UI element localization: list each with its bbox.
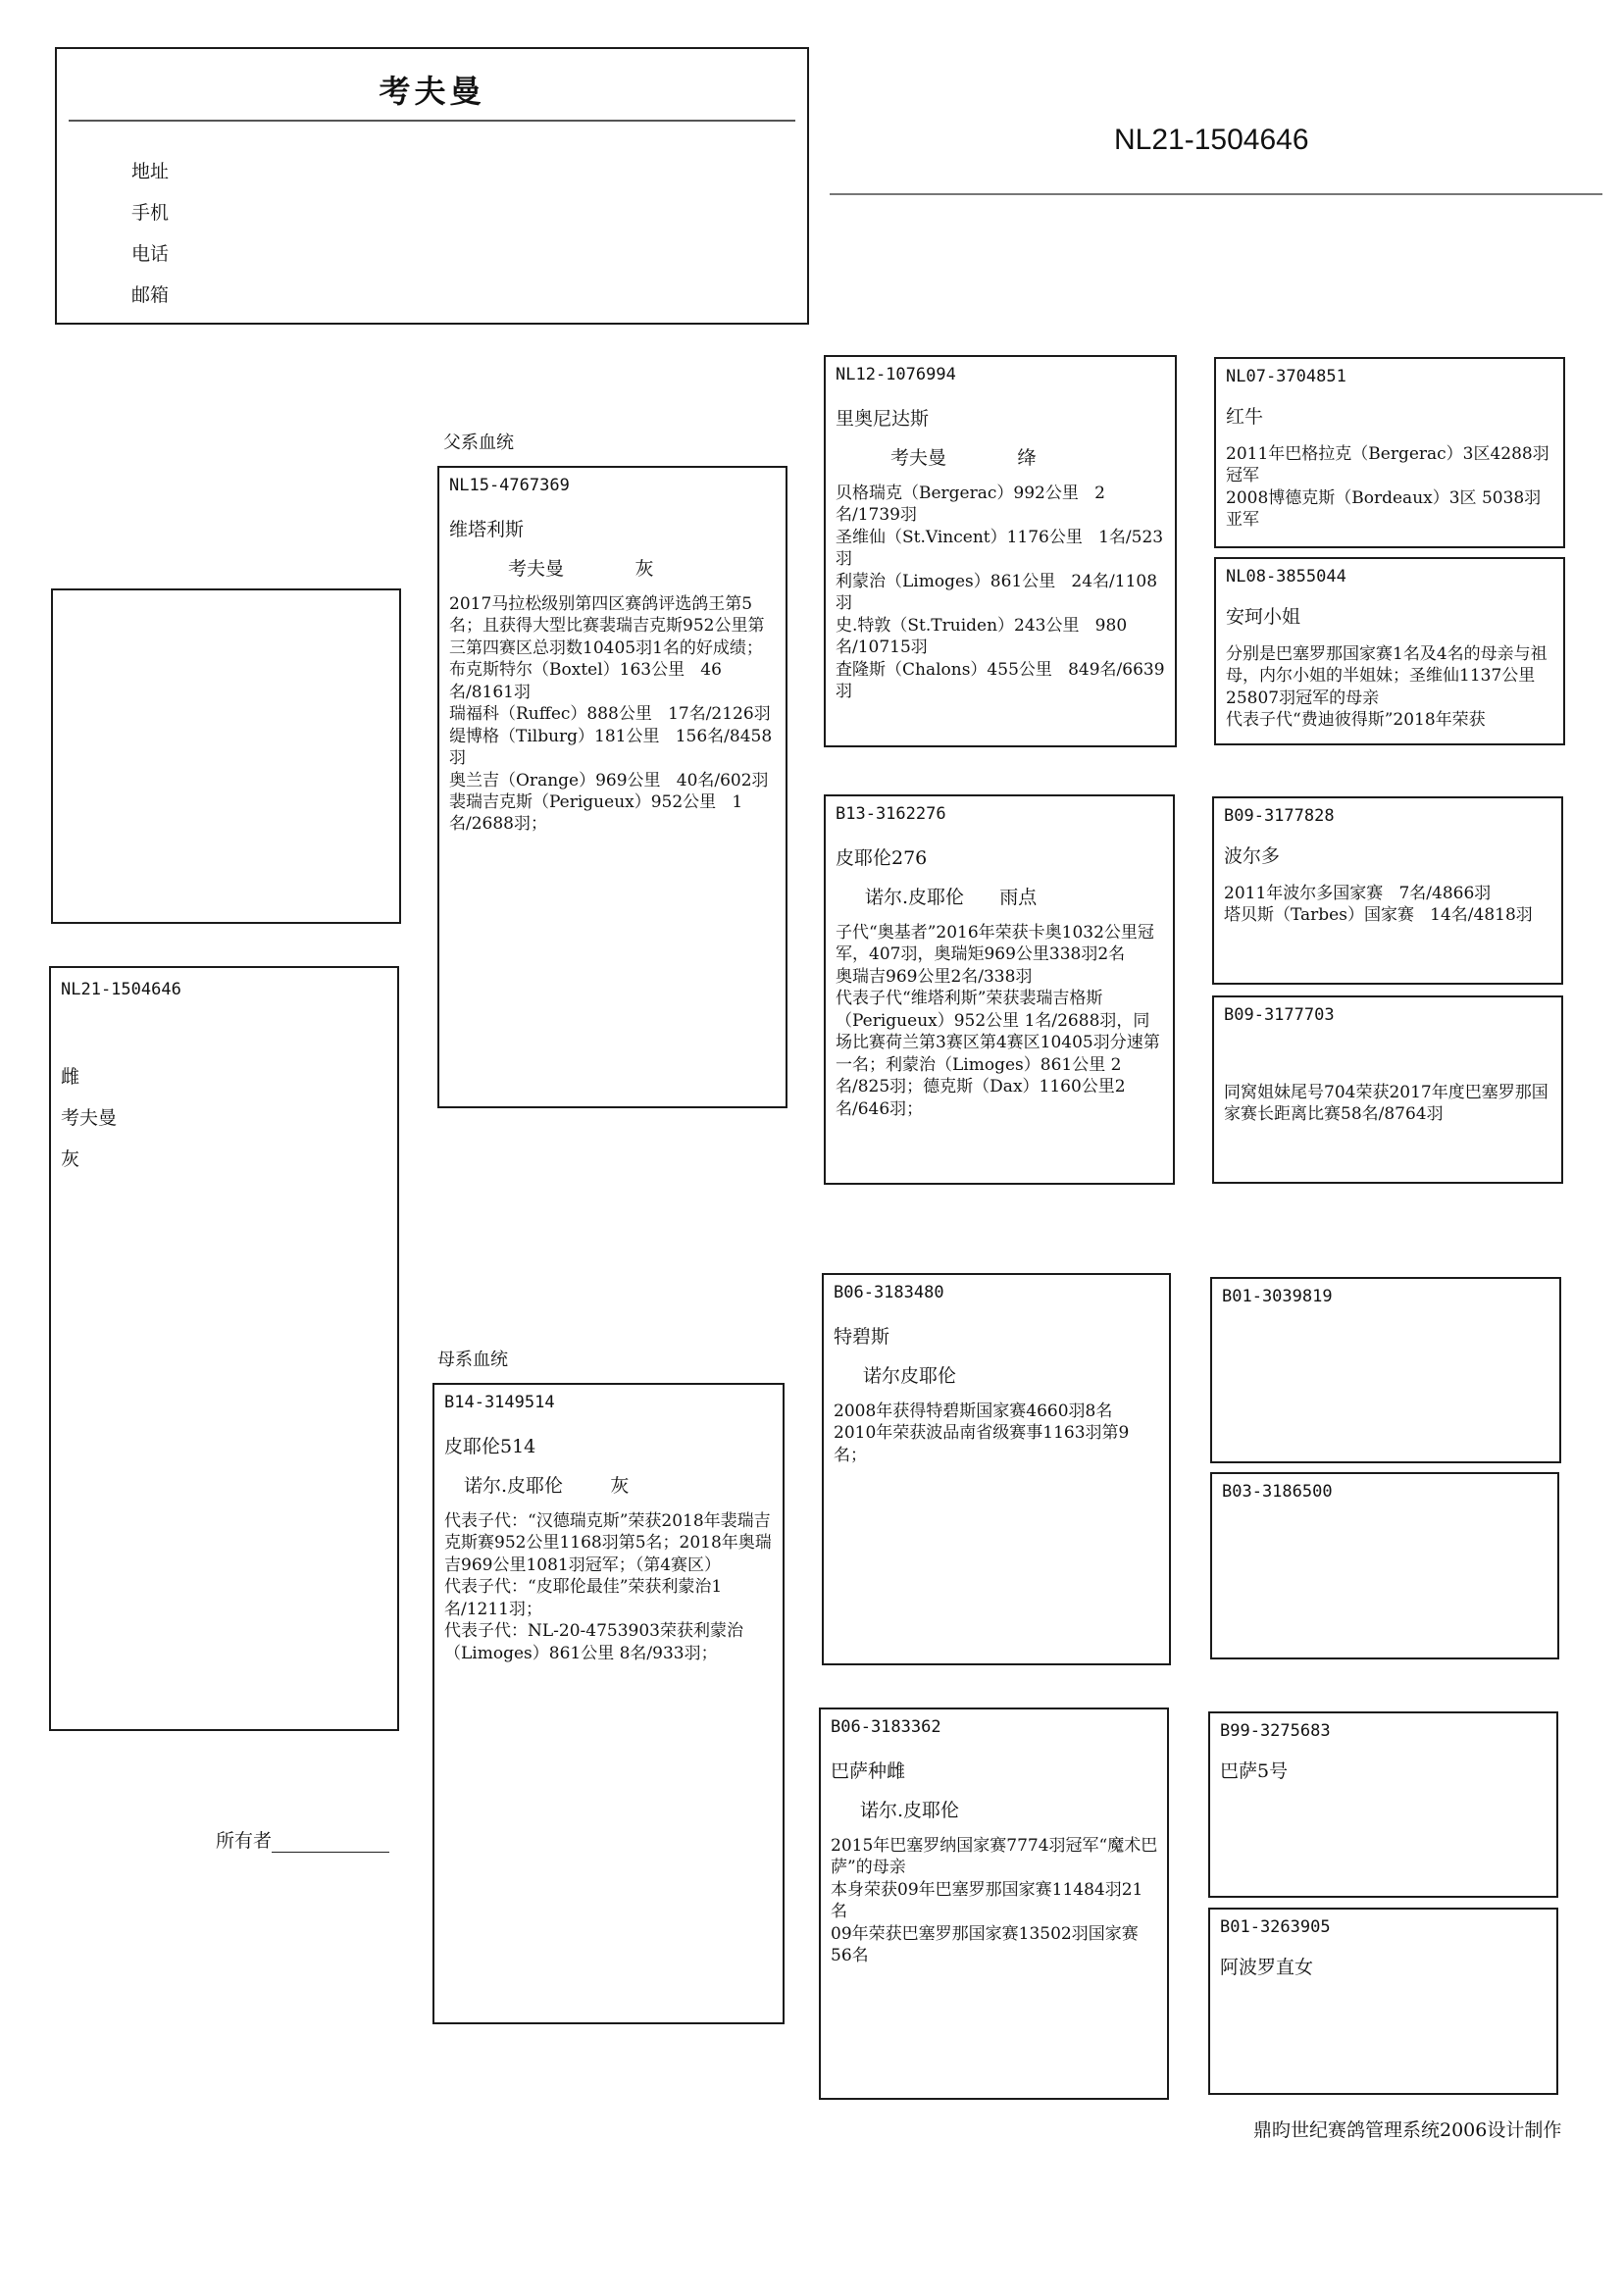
- dss-ring: B01-3039819: [1222, 1287, 1333, 1306]
- dam-sire-owner: 诺尔皮耶伦: [863, 1365, 957, 1387]
- header-divider: [69, 120, 795, 122]
- sire-dam-box: [824, 794, 1175, 1185]
- dam-notes: 代表子代：“汉德瑞克斯”荣获2018年裴瑞吉克斯赛952公里1168羽第5名；2018年奥瑞吉969公里1081羽冠军；（第4赛区） 代表子代：“皮耶伦最佳”荣获利蒙治1名/1211羽； 代表子代：NL-20-4753903荣获利蒙治（Limoges）861公里 8名/933羽；: [444, 1511, 772, 1663]
- sire-sire-name: 里奥尼达斯: [836, 408, 930, 430]
- sire-sire-ring: NL12-1076994: [836, 365, 956, 384]
- dam-ring: B14-3149514: [444, 1393, 555, 1412]
- subject-sex: 雌: [61, 1066, 80, 1088]
- sds-ring: B09-3177828: [1224, 806, 1335, 826]
- address-label: 地址: [131, 161, 170, 182]
- mobile-label: 手机: [131, 202, 170, 224]
- photo-placeholder: [51, 588, 401, 924]
- title-divider: [830, 193, 1602, 195]
- owner-blank: [272, 1836, 389, 1853]
- dam-box: [432, 1383, 785, 2024]
- sire-dam-name: 皮耶伦276: [836, 847, 928, 869]
- owner-signature-line: [216, 1826, 389, 1853]
- sdd-ring: B09-3177703: [1224, 1005, 1335, 1025]
- sire-box: [437, 466, 787, 1108]
- dds-box: [1208, 1711, 1558, 1898]
- ddd-name: 阿波罗直女: [1220, 1957, 1314, 1978]
- sss-box: [1214, 357, 1565, 548]
- dam-sire-box: [822, 1273, 1171, 1665]
- sss-ring: NL07-3704851: [1226, 367, 1346, 386]
- sdd-box: [1212, 995, 1563, 1184]
- dam-dam-box: [819, 1708, 1169, 2100]
- dam-name: 皮耶伦514: [444, 1436, 536, 1457]
- subject-bird-box: [49, 966, 399, 1731]
- dam-owner-color: 诺尔.皮耶伦 灰: [464, 1475, 630, 1497]
- subject-owner: 考夫曼: [61, 1107, 118, 1129]
- software-credit: 鼎昀世纪赛鸽管理系统2006设计制作: [1253, 2119, 1562, 2141]
- ssd-name: 安珂小姐: [1226, 606, 1301, 628]
- email-label: 邮箱: [131, 284, 170, 306]
- dsd-box: [1210, 1472, 1559, 1659]
- subject-ring: NL21-1504646: [61, 980, 181, 999]
- ssd-notes: 分别是巴塞罗那国家赛1名及4名的母亲与祖母，内尔小姐的半姐妹；圣维仙1137公里25807羽冠军的母亲 代表子代“费迪彼得斯”2018年荣获: [1226, 644, 1548, 731]
- dam-dam-name: 巴萨种雌: [831, 1760, 906, 1782]
- sire-owner-color: 考夫曼 灰: [508, 558, 654, 580]
- dds-name: 巴萨5号: [1220, 1760, 1289, 1782]
- sire-dam-notes: 子代“奥基者”2016年荣获卡奥1032公里冠军，407羽，奥瑞矩969公里338羽2名 奥瑞吉969公里2名/338羽 代表子代“维塔利斯”荣获裴瑞吉格斯（Perigueux）952公里 1名/2688羽，同场比赛荷兰第3赛区第4赛区10405羽分速第一名；利蒙治（Limoges）861公里 2名/825羽；德克斯（Dax）1160公里2名/646羽；: [836, 923, 1160, 1119]
- ddd-ring: B01-3263905: [1220, 1917, 1331, 1937]
- ssd-ring: NL08-3855044: [1226, 567, 1346, 586]
- phone-label: 电话: [131, 243, 170, 265]
- dam-sire-notes: 2008年获得特碧斯国家赛4660羽8名 2010年荣获波品南省级赛事1163羽第9名；: [834, 1402, 1130, 1465]
- sire-name: 维塔利斯: [449, 519, 525, 540]
- sire-ring: NL15-4767369: [449, 476, 570, 495]
- ddd-box: [1208, 1908, 1558, 2095]
- sdd-notes: 同窝姐妹尾号704荣获2017年度巴塞罗那国家赛长距离比赛58名/8764羽: [1224, 1083, 1548, 1125]
- sire-sire-box: [824, 355, 1177, 747]
- sire-dam-ring: B13-3162276: [836, 804, 946, 824]
- dam-dam-owner: 诺尔.皮耶伦: [860, 1800, 960, 1821]
- dam-dam-ring: B06-3183362: [831, 1717, 941, 1737]
- dds-ring: B99-3275683: [1220, 1721, 1331, 1741]
- sds-name: 波尔多: [1224, 845, 1281, 867]
- sire-line-label: 父系血统: [443, 433, 514, 453]
- ring-number-title: NL21-1504646: [1114, 124, 1309, 156]
- dam-line-label: 母系血统: [437, 1350, 508, 1370]
- dam-sire-ring: B06-3183480: [834, 1283, 944, 1302]
- dam-dam-notes: 2015年巴塞罗纳国家赛7774羽冠军“魔术巴萨”的母亲 本身荣获09年巴塞罗那国家赛11484羽21名 09年荣获巴塞罗那国家赛13502羽国家赛56名: [831, 1836, 1158, 1966]
- dss-box: [1210, 1277, 1561, 1463]
- owner-header-box: [55, 47, 809, 325]
- subject-color: 灰: [61, 1148, 80, 1170]
- sire-notes: 2017马拉松级别第四区赛鸽评选鸽王第5名；且获得大型比赛裴瑞吉克斯952公里第三第四赛区总羽数10405羽1名的好成绩； 布克斯特尔（Boxtel）163公里 46名/8161羽 瑞福科（Ruffec）888公里 17名/2126羽 缇博格（Tilburg）181公里 156名/8458羽 奥兰吉（Orange）969公里 40名/602羽 裴瑞吉克斯（Perigueux）952公里 1名/2688羽；: [449, 594, 773, 835]
- sds-notes: 2011年波尔多国家赛 7名/4866羽 塔贝斯（Tarbes）国家赛 14名/4818羽: [1224, 884, 1533, 926]
- dsd-ring: B03-3186500: [1222, 1482, 1333, 1502]
- dam-sire-name: 特碧斯: [834, 1326, 890, 1348]
- sire-dam-owner-color: 诺尔.皮耶伦 雨点: [865, 887, 1038, 908]
- sss-name: 红牛: [1226, 406, 1264, 428]
- sire-sire-owner-color: 考夫曼 绛: [890, 447, 1037, 469]
- owner-name: 考夫曼: [379, 73, 485, 110]
- sss-notes: 2011年巴格拉克（Bergerac）3区4288羽冠军 2008博德克斯（Bordeaux）3区 5038羽 亚军: [1226, 444, 1549, 531]
- owner-label: 所有者: [216, 1830, 273, 1852]
- sds-box: [1212, 796, 1563, 985]
- sire-sire-notes: 贝格瑞克（Bergerac）992公里 2名/1739羽 圣维仙（St.Vincent）1176公里 1名/523羽 利蒙治（Limoges）861公里 24名/1108羽 史.特敦（St.Truiden）243公里 980名/10715羽 査隆斯（Chalons）455公里 849名/6639羽: [836, 484, 1165, 701]
- ssd-box: [1214, 557, 1565, 745]
